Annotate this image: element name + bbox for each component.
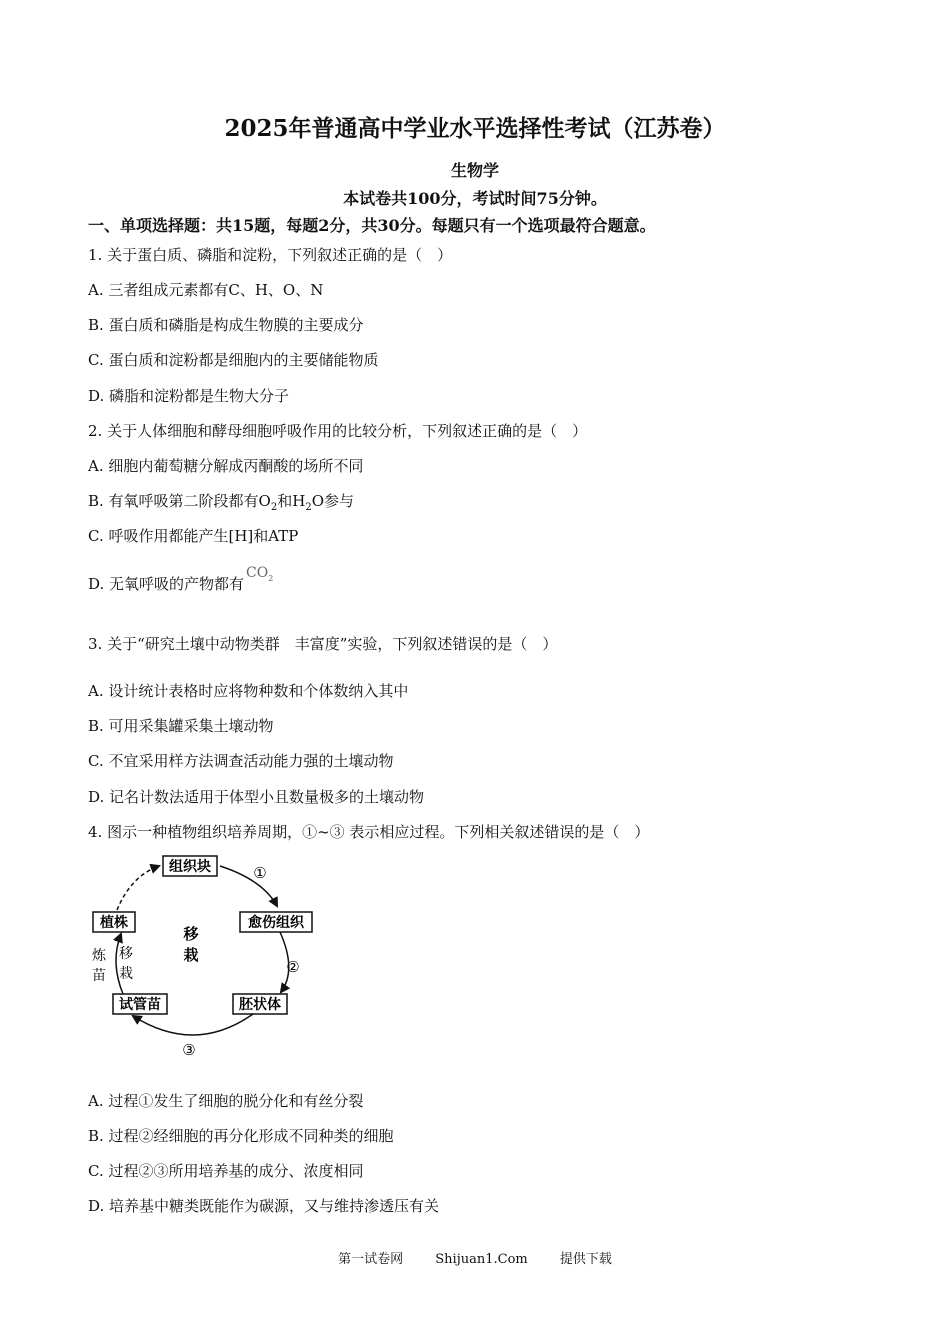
q4-option-c: C. 过程②③所用培养基的成分、浓度相同 — [88, 1162, 364, 1180]
svg-text:植株: 植株 — [100, 915, 128, 931]
label-process-3: ③ — [182, 1041, 196, 1059]
label-transplant-bottom: 栽 — [119, 966, 133, 982]
svg-text:胚状体: 胚状体 — [239, 997, 281, 1013]
svg-text:组织块: 组织块 — [169, 859, 211, 875]
q2-option-a: A. 细胞内葡萄糖分解成丙酮酸的场所不同 — [88, 457, 364, 475]
footer-download-text: 提供下载 — [559, 1252, 612, 1267]
node-callus — [240, 912, 312, 932]
node-plantlet — [113, 994, 167, 1014]
arrow-dashed-return — [117, 866, 159, 910]
tissue-culture-cycle-diagram — [85, 850, 325, 1065]
q3-option-c: C. 不宜采用样方法调查活动能力强的土壤动物 — [88, 752, 394, 770]
q1-stem: 1. 关于蛋白质、磷脂和淀粉，下列叙述正确的是（ ） — [88, 246, 453, 264]
center-label-top: 移 — [183, 925, 199, 943]
co2-formula: $CO_2$ — [246, 565, 274, 583]
q3-stem: 3. 关于“研究土壤中动物类群 丰富度”实验，下列叙述错误的是（ ） — [88, 635, 558, 653]
svg-text:试管苗: 试管苗 — [119, 997, 161, 1013]
label-harden-top: 炼 — [92, 948, 106, 964]
q1-option-a: A. 三者组成元素都有C、H、O、N — [88, 281, 324, 299]
q1-option-c: C. 蛋白质和淀粉都是细胞内的主要储能物质 — [88, 351, 379, 369]
q3-option-d: D. 记名计数法适用于体型小且数量极多的土壤动物 — [88, 788, 425, 806]
q4-option-b: B. 过程②经细胞的再分化形成不同种类的细胞 — [88, 1127, 394, 1145]
q3-option-b: B. 可用采集罐采集土壤动物 — [88, 717, 274, 735]
q4-stem: 4. 图示一种植物组织培养周期，①~③ 表示相应过程。下列相关叙述错误的是（ ） — [88, 823, 650, 841]
q1-option-b: B. 蛋白质和磷脂是构成生物膜的主要成分 — [88, 316, 364, 334]
footer-site-name: 第一试卷网 — [338, 1252, 404, 1267]
svg-text:愈伤组织: 愈伤组织 — [248, 915, 304, 931]
node-embryoid — [233, 994, 287, 1014]
q2-option-b: B. 有氧呼吸第二阶段都有$O_2$和$H_2O$参与 — [88, 492, 355, 513]
label-process-1: ① — [253, 864, 267, 882]
q2-stem: 2. 关于人体细胞和酵母细胞呼吸作用的比较分析，下列叙述正确的是（ ） — [88, 422, 588, 440]
node-tissue-block — [163, 856, 217, 876]
exam-title: 2025年普通高中学业水平选择性考试（江苏卷） — [224, 115, 726, 142]
arrow-transplant — [116, 934, 123, 994]
subject-name: 生物学 — [450, 161, 499, 180]
center-label-bottom: 栽 — [183, 946, 199, 964]
page-footer — [0, 1248, 950, 1267]
label-transplant-top: 移 — [119, 946, 133, 962]
q4-option-d: D. 培养基中糖类既能作为碳源，又与维持渗透压有关 — [88, 1197, 440, 1215]
arrow-process-1 — [220, 866, 277, 906]
arrow-process-3 — [133, 1014, 253, 1035]
node-plant — [93, 912, 135, 932]
q3-option-a: A. 设计统计表格时应将物种数和个体数纳入其中 — [88, 682, 409, 700]
q2-option-c: C. 呼吸作用都能产生[H]和ATP — [88, 527, 299, 545]
q4-option-a: A. 过程①发生了细胞的脱分化和有丝分裂 — [88, 1092, 364, 1110]
label-harden-bottom: 苗 — [92, 968, 106, 984]
q1-option-d: D. 磷脂和淀粉都是生物大分子 — [88, 387, 290, 405]
section-heading: 一、单项选择题：共15题，每题2分，共30分。每题只有一个选项最符合题意。 — [88, 216, 656, 235]
label-process-2: ② — [286, 958, 300, 976]
exam-info: 本试卷共100分，考试时间75分钟。 — [343, 189, 607, 208]
footer-site-link[interactable]: Shijuan1.Com — [435, 1252, 528, 1267]
q2-option-d: D. 无氧呼吸的产物都有$CO_2$ — [88, 565, 274, 593]
